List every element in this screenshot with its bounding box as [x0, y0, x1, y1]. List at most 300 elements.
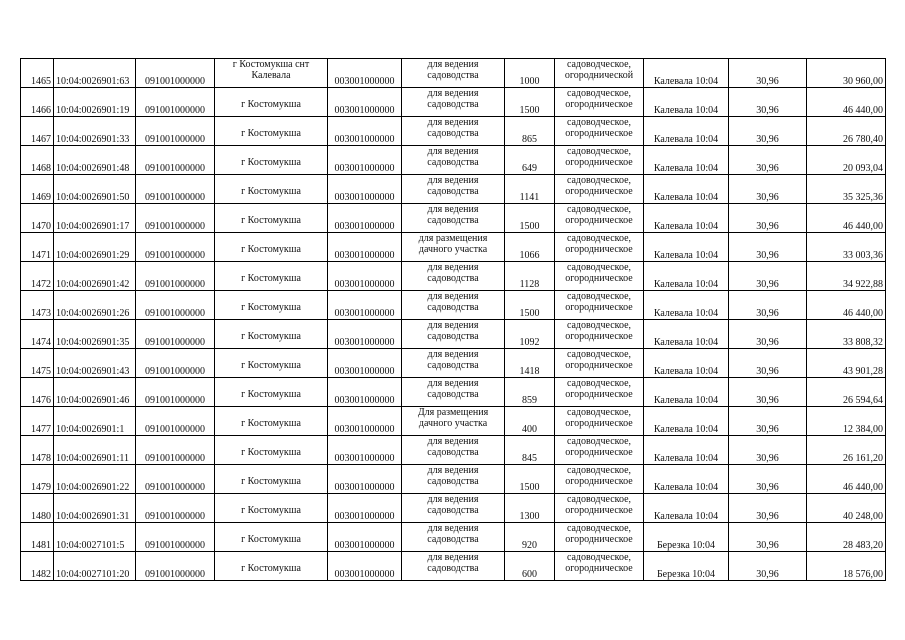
permitted-use-line-2: садоводства: [427, 534, 479, 545]
code-cell: 003001000000: [328, 349, 402, 378]
permitted-use-line-2: садоводства: [427, 389, 479, 400]
location-line-2: г Костомукша: [241, 157, 301, 168]
code-cell: 003001000000: [328, 233, 402, 262]
cadastral-number-cell: 10:04:0026901:48: [54, 146, 136, 175]
permitted-use-cell: [402, 465, 505, 494]
category-cell: [555, 291, 644, 320]
category-cell: [555, 117, 644, 146]
row-number-cell: 1481: [21, 523, 54, 552]
location-line-2: г Костомукша: [241, 99, 301, 110]
permitted-use-line-2: садоводства: [427, 505, 479, 516]
category-cell: [555, 88, 644, 117]
location-cell: [215, 175, 328, 204]
permitted-use-cell: [402, 146, 505, 175]
category-line-1: садоводческое,: [566, 436, 632, 447]
category-line-1: садоводческое,: [566, 88, 632, 99]
code-cell: 003001000000: [328, 88, 402, 117]
location-line-1: [217, 175, 325, 186]
category-cell: [555, 552, 644, 581]
cadastral-value-cell: 12 384,00: [807, 407, 886, 436]
oktmo-cell: 091001000000: [136, 465, 215, 494]
permitted-use-line-1: для ведения: [427, 378, 479, 389]
location-line-2: г Костомукша: [241, 505, 301, 516]
category-line-1: садоводческое,: [566, 204, 632, 215]
cadastral-number-cell: 10:04:0026901:63: [54, 59, 136, 88]
category-cell: [555, 407, 644, 436]
row-number-cell: 1466: [21, 88, 54, 117]
code-cell: 003001000000: [328, 117, 402, 146]
location-line-2: г Костомукша: [241, 128, 301, 139]
location-line-1: [217, 465, 325, 476]
permitted-use-line-2: садоводства: [427, 563, 479, 574]
oktmo-cell: 091001000000: [136, 494, 215, 523]
category-line-2: огородническое: [565, 389, 633, 400]
location-line-1: [217, 262, 325, 273]
valuation-zone-cell: Калевала 10:04: [644, 175, 729, 204]
row-number-cell: 1469: [21, 175, 54, 204]
oktmo-cell: 091001000000: [136, 117, 215, 146]
category-line-2: огородническое: [565, 331, 633, 342]
permitted-use-line-1: для ведения: [427, 494, 479, 505]
cadastral-number-cell: 10:04:0026901:29: [54, 233, 136, 262]
cadastral-number-cell: 10:04:0026901:50: [54, 175, 136, 204]
specific-value-cell: 30,96: [729, 204, 807, 233]
cadastral-number-cell: 10:04:0026901:33: [54, 117, 136, 146]
area-cell: 1092: [505, 320, 555, 349]
row-number-cell: 1465: [21, 59, 54, 88]
location-cell: [215, 146, 328, 175]
code-cell: 003001000000: [328, 175, 402, 204]
category-line-1: садоводческое,: [566, 175, 632, 186]
location-line-1: [217, 88, 325, 99]
specific-value-cell: 30,96: [729, 436, 807, 465]
table-row: [21, 349, 886, 378]
area-cell: 600: [505, 552, 555, 581]
cadastral-number-cell: 10:04:0026901:43: [54, 349, 136, 378]
location-line-1: [217, 552, 325, 563]
cadastral-number-cell: 10:04:0026901:35: [54, 320, 136, 349]
table-row: [21, 117, 886, 146]
permitted-use-line-2: садоводства: [427, 186, 479, 197]
oktmo-cell: 091001000000: [136, 175, 215, 204]
category-line-2: огородническое: [565, 505, 633, 516]
code-cell: 003001000000: [328, 378, 402, 407]
oktmo-cell: 091001000000: [136, 59, 215, 88]
row-number-cell: 1482: [21, 552, 54, 581]
valuation-zone-cell: Калевала 10:04: [644, 465, 729, 494]
category-cell: [555, 175, 644, 204]
table-row: [21, 320, 886, 349]
category-line-1: садоводческое,: [566, 552, 632, 563]
row-number-cell: 1468: [21, 146, 54, 175]
category-cell: [555, 465, 644, 494]
location-cell: [215, 552, 328, 581]
specific-value-cell: 30,96: [729, 523, 807, 552]
specific-value-cell: 30,96: [729, 233, 807, 262]
cadastral-number-cell: 10:04:0026901:1: [54, 407, 136, 436]
specific-value-cell: 30,96: [729, 175, 807, 204]
location-line-2: Калевала: [251, 70, 291, 81]
cadastral-value-cell: 46 440,00: [807, 204, 886, 233]
category-cell: [555, 378, 644, 407]
category-line-1: садоводческое,: [566, 233, 632, 244]
permitted-use-line-1: для ведения: [427, 320, 479, 331]
oktmo-cell: 091001000000: [136, 349, 215, 378]
area-cell: 400: [505, 407, 555, 436]
permitted-use-line-2: садоводства: [427, 331, 479, 342]
location-cell: [215, 117, 328, 146]
category-line-2: огородническое: [565, 244, 633, 255]
code-cell: 003001000000: [328, 59, 402, 88]
cadastral-number-cell: 10:04:0027101:5: [54, 523, 136, 552]
location-line-1: [217, 436, 325, 447]
permitted-use-cell: [402, 378, 505, 407]
cadastral-value-cell: 40 248,00: [807, 494, 886, 523]
location-cell: [215, 59, 328, 88]
category-line-2: огородническое: [565, 157, 633, 168]
location-cell: [215, 262, 328, 291]
category-line-2: огородническое: [565, 273, 633, 284]
permitted-use-line-2: садоводства: [427, 360, 479, 371]
location-line-2: г Костомукша: [241, 360, 301, 371]
location-line-2: г Костомукша: [241, 186, 301, 197]
cadastral-number-cell: 10:04:0026901:26: [54, 291, 136, 320]
category-line-2: огородническое: [565, 215, 633, 226]
land-plots-table: [20, 58, 886, 581]
valuation-zone-cell: Березка 10:04: [644, 523, 729, 552]
permitted-use-cell: [402, 233, 505, 262]
permitted-use-cell: [402, 494, 505, 523]
area-cell: 649: [505, 146, 555, 175]
category-line-1: садоводческое,: [566, 523, 632, 534]
category-line-1: садоводческое,: [566, 146, 632, 157]
cadastral-value-cell: 20 093,04: [807, 146, 886, 175]
permitted-use-line-1: для ведения: [427, 59, 479, 70]
permitted-use-line-1: для ведения: [427, 88, 479, 99]
permitted-use-cell: [402, 349, 505, 378]
cadastral-value-cell: 26 594,64: [807, 378, 886, 407]
specific-value-cell: 30,96: [729, 146, 807, 175]
permitted-use-line-1: для ведения: [427, 262, 479, 273]
permitted-use-line-2: садоводства: [427, 70, 479, 81]
cadastral-value-cell: 46 440,00: [807, 291, 886, 320]
permitted-use-line-2: садоводства: [427, 273, 479, 284]
area-cell: 1300: [505, 494, 555, 523]
permitted-use-line-1: для ведения: [427, 175, 479, 186]
location-line-1: г Костомукша снт: [232, 59, 310, 70]
area-cell: 865: [505, 117, 555, 146]
table-row: [21, 59, 886, 88]
permitted-use-cell: [402, 291, 505, 320]
category-line-2: огородническое: [565, 476, 633, 487]
permitted-use-line-2: дачного участка: [418, 418, 488, 429]
specific-value-cell: 30,96: [729, 59, 807, 88]
valuation-zone-cell: Калевала 10:04: [644, 59, 729, 88]
cadastral-value-cell: 33 808,32: [807, 320, 886, 349]
location-cell: [215, 378, 328, 407]
permitted-use-cell: [402, 407, 505, 436]
oktmo-cell: 091001000000: [136, 523, 215, 552]
valuation-zone-cell: Калевала 10:04: [644, 291, 729, 320]
row-number-cell: 1467: [21, 117, 54, 146]
location-line-1: [217, 204, 325, 215]
table-row: [21, 407, 886, 436]
permitted-use-line-2: садоводства: [427, 302, 479, 313]
valuation-zone-cell: Калевала 10:04: [644, 233, 729, 262]
row-number-cell: 1477: [21, 407, 54, 436]
area-cell: 1500: [505, 88, 555, 117]
category-line-2: огородническое: [565, 302, 633, 313]
permitted-use-cell: [402, 204, 505, 233]
code-cell: 003001000000: [328, 465, 402, 494]
location-line-2: г Костомукша: [241, 389, 301, 400]
permitted-use-line-2: садоводства: [427, 157, 479, 168]
code-cell: 003001000000: [328, 494, 402, 523]
specific-value-cell: 30,96: [729, 88, 807, 117]
location-line-2: г Костомукша: [241, 563, 301, 574]
permitted-use-line-2: садоводства: [427, 476, 479, 487]
area-cell: 1066: [505, 233, 555, 262]
cadastral-value-cell: 46 440,00: [807, 88, 886, 117]
category-cell: [555, 59, 644, 88]
table-row: [21, 291, 886, 320]
specific-value-cell: 30,96: [729, 117, 807, 146]
location-cell: [215, 320, 328, 349]
oktmo-cell: 091001000000: [136, 407, 215, 436]
cadastral-number-cell: 10:04:0026901:11: [54, 436, 136, 465]
cadastral-value-cell: 26 780,40: [807, 117, 886, 146]
cadastral-value-cell: 18 576,00: [807, 552, 886, 581]
category-line-1: садоводческое,: [566, 291, 632, 302]
category-line-1: садоводческое,: [566, 465, 632, 476]
code-cell: 003001000000: [328, 204, 402, 233]
specific-value-cell: 30,96: [729, 465, 807, 494]
category-line-1: садоводческое,: [566, 494, 632, 505]
area-cell: 1141: [505, 175, 555, 204]
cadastral-number-cell: 10:04:0026901:31: [54, 494, 136, 523]
row-number-cell: 1472: [21, 262, 54, 291]
category-line-2: огородническое: [565, 534, 633, 545]
cadastral-value-cell: 30 960,00: [807, 59, 886, 88]
table-row: [21, 436, 886, 465]
permitted-use-line-1: для ведения: [427, 146, 479, 157]
location-cell: [215, 523, 328, 552]
cadastral-number-cell: 10:04:0026901:46: [54, 378, 136, 407]
valuation-zone-cell: Березка 10:04: [644, 552, 729, 581]
permitted-use-line-1: для ведения: [427, 204, 479, 215]
valuation-zone-cell: Калевала 10:04: [644, 117, 729, 146]
oktmo-cell: 091001000000: [136, 146, 215, 175]
row-number-cell: 1479: [21, 465, 54, 494]
area-cell: 1418: [505, 349, 555, 378]
permitted-use-cell: [402, 262, 505, 291]
area-cell: 1500: [505, 291, 555, 320]
row-number-cell: 1473: [21, 291, 54, 320]
table-row: [21, 378, 886, 407]
location-line-2: г Костомукша: [241, 534, 301, 545]
oktmo-cell: 091001000000: [136, 552, 215, 581]
location-cell: [215, 88, 328, 117]
valuation-zone-cell: Калевала 10:04: [644, 378, 729, 407]
code-cell: 003001000000: [328, 291, 402, 320]
permitted-use-cell: [402, 117, 505, 146]
permitted-use-line-1: для ведения: [427, 436, 479, 447]
location-cell: [215, 291, 328, 320]
category-line-1: садоводческое,: [566, 407, 632, 418]
cadastral-number-cell: 10:04:0026901:22: [54, 465, 136, 494]
location-line-1: [217, 320, 325, 331]
table-row: [21, 523, 886, 552]
table-row: [21, 146, 886, 175]
row-number-cell: 1471: [21, 233, 54, 262]
category-cell: [555, 320, 644, 349]
row-number-cell: 1475: [21, 349, 54, 378]
table-row: [21, 204, 886, 233]
code-cell: 003001000000: [328, 552, 402, 581]
specific-value-cell: 30,96: [729, 407, 807, 436]
valuation-zone-cell: Калевала 10:04: [644, 407, 729, 436]
cadastral-value-cell: 26 161,20: [807, 436, 886, 465]
cadastral-number-cell: 10:04:0027101:20: [54, 552, 136, 581]
location-line-1: [217, 146, 325, 157]
location-line-2: г Костомукша: [241, 302, 301, 313]
oktmo-cell: 091001000000: [136, 88, 215, 117]
valuation-zone-cell: Калевала 10:04: [644, 320, 729, 349]
category-cell: [555, 494, 644, 523]
category-line-1: садоводческое,: [566, 349, 632, 360]
oktmo-cell: 091001000000: [136, 204, 215, 233]
category-line-2: огороднической: [564, 70, 634, 81]
area-cell: 1500: [505, 465, 555, 494]
location-line-1: [217, 407, 325, 418]
cadastral-value-cell: 35 325,36: [807, 175, 886, 204]
cadastral-value-cell: 46 440,00: [807, 465, 886, 494]
valuation-zone-cell: Калевала 10:04: [644, 88, 729, 117]
location-line-1: [217, 291, 325, 302]
permitted-use-line-2: садоводства: [427, 215, 479, 226]
table-row: [21, 88, 886, 117]
cadastral-number-cell: 10:04:0026901:19: [54, 88, 136, 117]
code-cell: 003001000000: [328, 523, 402, 552]
row-number-cell: 1474: [21, 320, 54, 349]
row-number-cell: 1476: [21, 378, 54, 407]
area-cell: 1128: [505, 262, 555, 291]
location-line-2: г Костомукша: [241, 476, 301, 487]
oktmo-cell: 091001000000: [136, 378, 215, 407]
category-cell: [555, 233, 644, 262]
code-cell: 003001000000: [328, 436, 402, 465]
location-line-2: г Костомукша: [241, 244, 301, 255]
category-line-1: садоводческое,: [566, 59, 632, 70]
category-line-2: огородническое: [565, 563, 633, 574]
category-cell: [555, 146, 644, 175]
oktmo-cell: 091001000000: [136, 262, 215, 291]
code-cell: 003001000000: [328, 262, 402, 291]
category-cell: [555, 204, 644, 233]
row-number-cell: 1470: [21, 204, 54, 233]
category-line-1: садоводческое,: [566, 320, 632, 331]
permitted-use-line-2: садоводства: [427, 99, 479, 110]
valuation-zone-cell: Калевала 10:04: [644, 436, 729, 465]
location-cell: [215, 233, 328, 262]
permitted-use-cell: [402, 175, 505, 204]
table-row: [21, 175, 886, 204]
specific-value-cell: 30,96: [729, 291, 807, 320]
valuation-zone-cell: Калевала 10:04: [644, 349, 729, 378]
table-row: [21, 465, 886, 494]
permitted-use-line-2: дачного участка: [418, 244, 488, 255]
location-cell: [215, 494, 328, 523]
oktmo-cell: 091001000000: [136, 233, 215, 262]
category-line-1: садоводческое,: [566, 378, 632, 389]
category-line-2: огородническое: [565, 447, 633, 458]
specific-value-cell: 30,96: [729, 320, 807, 349]
code-cell: 003001000000: [328, 407, 402, 436]
location-cell: [215, 407, 328, 436]
location-line-1: [217, 494, 325, 505]
specific-value-cell: 30,96: [729, 349, 807, 378]
location-line-1: [217, 523, 325, 534]
cadastral-value-cell: 34 922,88: [807, 262, 886, 291]
table-row: [21, 233, 886, 262]
permitted-use-line-2: садоводства: [427, 128, 479, 139]
location-line-2: г Костомукша: [241, 418, 301, 429]
permitted-use-line-1: для ведения: [427, 117, 479, 128]
cadastral-value-cell: 33 003,36: [807, 233, 886, 262]
location-cell: [215, 465, 328, 494]
oktmo-cell: 091001000000: [136, 320, 215, 349]
location-line-2: г Костомукша: [241, 447, 301, 458]
area-cell: 1000: [505, 59, 555, 88]
permitted-use-line-2: садоводства: [427, 447, 479, 458]
code-cell: 003001000000: [328, 146, 402, 175]
specific-value-cell: 30,96: [729, 262, 807, 291]
oktmo-cell: 091001000000: [136, 291, 215, 320]
permitted-use-line-1: для ведения: [427, 523, 479, 534]
permitted-use-line-1: для ведения: [427, 291, 479, 302]
location-cell: [215, 204, 328, 233]
specific-value-cell: 30,96: [729, 378, 807, 407]
valuation-zone-cell: Калевала 10:04: [644, 146, 729, 175]
permitted-use-line-1: для размещения: [418, 233, 488, 244]
oktmo-cell: 091001000000: [136, 436, 215, 465]
table-body: [21, 59, 886, 581]
area-cell: 920: [505, 523, 555, 552]
permitted-use-cell: [402, 552, 505, 581]
location-line-1: [217, 349, 325, 360]
cadastral-value-cell: 28 483,20: [807, 523, 886, 552]
permitted-use-cell: [402, 523, 505, 552]
category-line-2: огородническое: [565, 99, 633, 110]
category-line-1: садоводческое,: [566, 117, 632, 128]
valuation-zone-cell: Калевала 10:04: [644, 204, 729, 233]
location-line-1: [217, 378, 325, 389]
specific-value-cell: 30,96: [729, 552, 807, 581]
row-number-cell: 1478: [21, 436, 54, 465]
cadastral-value-cell: 43 901,28: [807, 349, 886, 378]
cadastral-number-cell: 10:04:0026901:17: [54, 204, 136, 233]
category-cell: [555, 436, 644, 465]
area-cell: 1500: [505, 204, 555, 233]
category-line-2: огородническое: [565, 186, 633, 197]
code-cell: 003001000000: [328, 320, 402, 349]
table-row: [21, 552, 886, 581]
category-cell: [555, 262, 644, 291]
permitted-use-cell: [402, 88, 505, 117]
location-line-2: г Костомукша: [241, 273, 301, 284]
category-line-1: садоводческое,: [566, 262, 632, 273]
valuation-zone-cell: Калевала 10:04: [644, 262, 729, 291]
